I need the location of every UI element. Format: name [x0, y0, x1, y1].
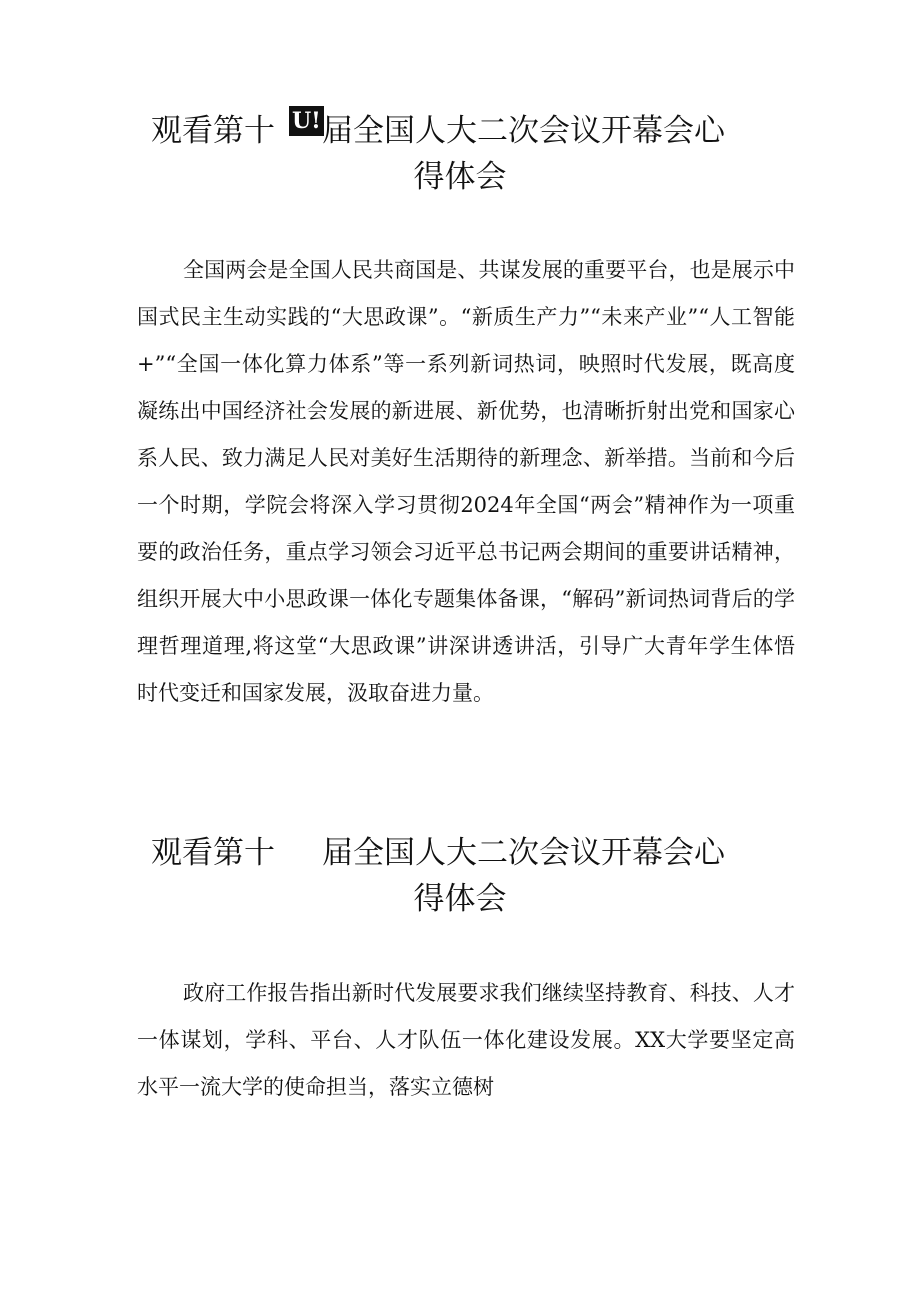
section-2-paragraph: 政府工作报告指出新时代发展要求我们继续坚持教育、科技、人才一体谋划，学科、平台、人才队伍一体化建设发展。XX大学要坚定高水平一流大学的使命担当，落实立德树	[137, 981, 795, 1099]
section-1-title-part2: 届全国人大二次会议开幕会心	[322, 113, 725, 149]
section-1-title-line2: 得体会	[413, 159, 507, 195]
section-1-title-part1: 观看第十	[151, 113, 275, 149]
section-1-title	[0, 108, 920, 200]
title-mark-glyph: U!	[289, 106, 324, 136]
section-1-paragraph: 全国两会是全国人民共商国是、共谋发展的重要平台，也是展示中国式民主生动实践的“大思政课”。“新质生产力”“未来产业”“人工智能+”“全国一体化算力体系”等一系列新词热词，映照时代发展，既高度凝练出中国经济社会发展的新进展、新优势，也清晰折射出党和国家心系人民、致力满足人民对美好生活期待的新理念、新举措。当前和今后一个时期，学院会将深入学习贯彻2024年全国“两会”精神作为一项重要的政治任务，重点学习领会习近平总书记两会期间的重要讲话精神，组织开展大中小思政课一体化专题集体备课，“解码”新词热词背后的学理哲理道理,将这堂“大思政课”讲深讲透讲活，引导广大青年学生体悟时代变迁和国家发展，汲取奋进力量。	[137, 258, 795, 705]
section-2-title	[0, 830, 920, 922]
section-2-title-part2: 届全国人大二次会议开幕会心	[322, 835, 725, 871]
section-2-title-line2: 得体会	[413, 881, 507, 917]
section-2-title-part1: 观看第十	[151, 835, 275, 871]
